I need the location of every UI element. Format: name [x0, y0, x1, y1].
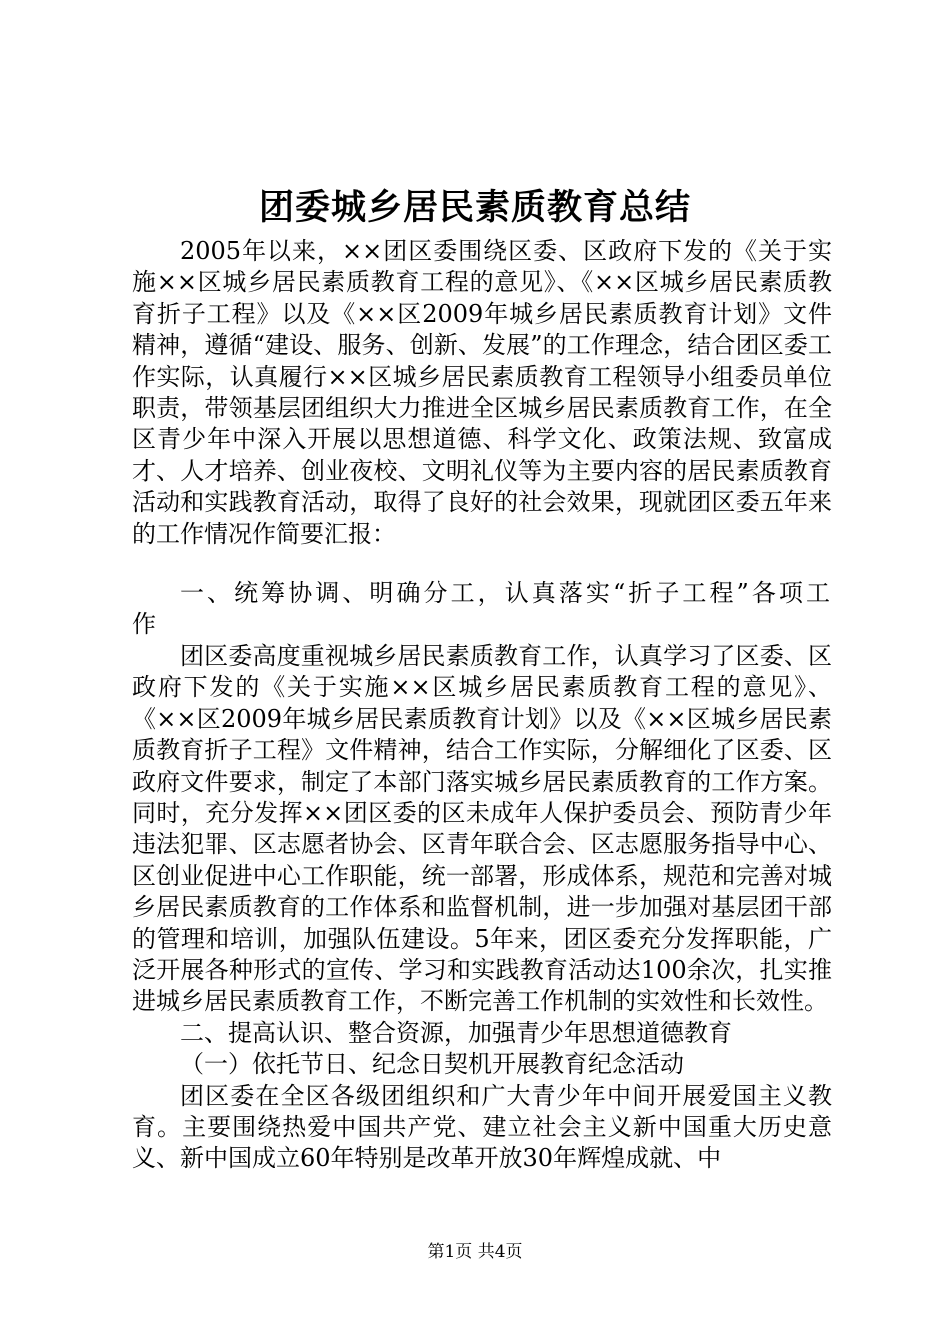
document-body [132, 236, 832, 1175]
page-footer: 第1页 共4页 [427, 1242, 523, 1262]
paragraph-section-1: 团区委高度重视城乡居民素质教育工作，认真学习了区委、区政府下发的《关于实施××区城乡居民素质教育工程的意见》、《××区2009年城乡居民素质教育计划》以及《××区城乡居民素质教育折子工程》文件精神，结合工作实际，分解细化了区委、区政府文件要求，制定了本部门落实城乡居民素质教育的工作方案。同时，充分发挥××团区委的区未成年人保护委员会、预防青少年违法犯罪、区志愿者协会、区青年联合会、区志愿服务指导中心、区创业促进中心工作职能，统一部署，形成体系，规范和完善对城乡居民素质教育的工作体系和监督机制，进一步加强对基层团干部的管理和培训，加强队伍建设。5年来，团区委充分发挥职能，广泛开展各种形式的宣传、学习和实践教育活动达100余次，扎实推进城乡居民素质教育工作，不断完善工作机制的实效性和长效性。 [132, 641, 832, 1016]
section-heading-2: 二、提高认识、整合资源，加强青少年思想道德教育 [180, 1018, 732, 1047]
paragraph-intro: 2005年以来，××团区委围绕区委、区政府下发的《关于实施××区城乡居民素质教育工程的意见》、《××区城乡居民素质教育折子工程》以及《××区2009年城乡居民素质教育计划》文件精神，遵循“建设、服务、创新、发展”的工作理念，结合团区委工作实际，认真履行××区城乡居民素质教育工程领导小组委员单位职责，带领基层团组织大力推进全区城乡居民素质教育工作，在全区青少年中深入开展以思想道德、科学文化、政策法规、致富成才、人才培养、创业夜校、文明礼仪等为主要内容的居民素质教育活动和实践教育活动，取得了良好的社会效果，现就团区委五年来的工作情况作简要汇报： [132, 237, 832, 548]
subsection-heading-1: （一）依托节日、纪念日契机开展教育纪念活动 [180, 1050, 684, 1079]
document-title: 团委城乡居民素质教育总结 [258, 187, 691, 228]
section-heading-1: 一、统筹协调、明确分工，认真落实“折子工程”各项工作 [132, 579, 832, 639]
paragraph-subsection-1: 团区委在全区各级团组织和广大青少年中间开展爱国主义教育。主要围绕热爱中国共产党、建立社会主义新中国重大历史意义、新中国成立60年特别是改革开放30年辉煌成就、中 [132, 1081, 832, 1173]
paragraph-gap [132, 550, 832, 578]
